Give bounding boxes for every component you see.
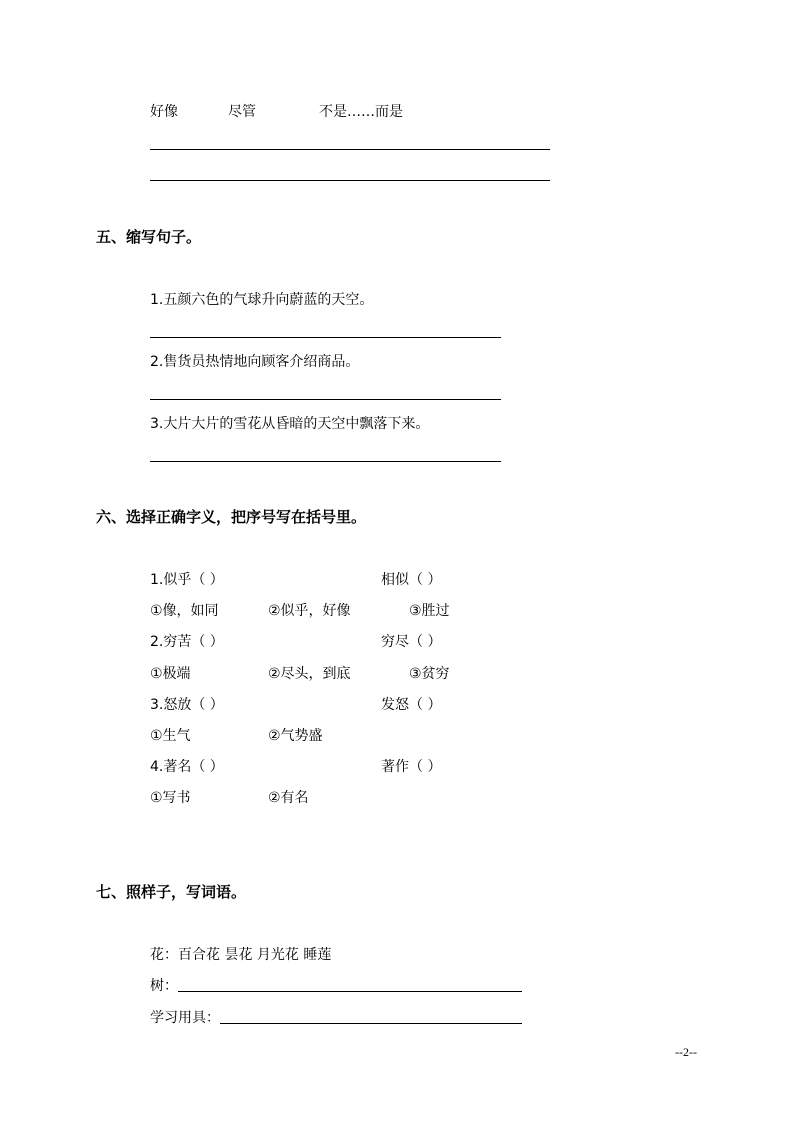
stationery-label: 学习用具：: [150, 1010, 220, 1026]
sentence-item-1: 1.五颜六色的气球升向蔚蓝的天空。: [150, 292, 374, 308]
section-heading-7: 七、照样子，写词语。: [96, 883, 247, 901]
tree-label: 树：: [150, 978, 178, 994]
answer-line[interactable]: [178, 991, 522, 992]
example-line: 花：百合花 昙花 月光花 睡莲: [150, 947, 332, 963]
word-item-right: 发怒（ ）: [381, 697, 442, 713]
section-heading-5: 五、缩写句子。: [96, 228, 202, 246]
meaning-option: ③贫穷: [409, 666, 450, 682]
meaning-option: ②有名: [268, 790, 309, 806]
answer-line[interactable]: [220, 1023, 522, 1024]
word-item-left: 2.穷苦（ ）: [150, 634, 224, 650]
answer-line[interactable]: [150, 180, 550, 181]
answer-line[interactable]: [150, 461, 501, 462]
word-item-left: 3.怒放（ ）: [150, 697, 224, 713]
word-item-left: 1.似乎（ ）: [150, 572, 224, 588]
word-item-left: 4.著名（ ）: [150, 759, 224, 775]
meaning-option: ③胜过: [409, 603, 450, 619]
meaning-option: ②尽头，到底: [268, 666, 351, 682]
sentence-item-3: 3.大片大片的雪花从昏暗的天空中飘落下来。: [150, 416, 430, 432]
word-jinguan: 尽管: [228, 104, 256, 120]
sentence-item-2: 2.售货员热情地向顾客介绍商品。: [150, 354, 360, 370]
meaning-option: ②气势盛: [268, 728, 323, 744]
word-item-right: 穷尽（ ）: [381, 634, 442, 650]
answer-line[interactable]: [150, 149, 550, 150]
answer-line[interactable]: [150, 337, 501, 338]
word-item-right: 著作（ ）: [381, 759, 442, 775]
meaning-option: ①生气: [150, 728, 191, 744]
word-haoxiang: 好像: [150, 104, 178, 120]
meaning-option: ②似乎，好像: [268, 603, 351, 619]
meaning-option: ①写书: [150, 790, 191, 806]
word-bushi-ershi: 不是……而是: [319, 104, 403, 120]
page-number: --2--: [675, 1045, 697, 1059]
meaning-option: ①极端: [150, 666, 191, 682]
word-item-right: 相似（ ）: [381, 572, 442, 588]
section-heading-6: 六、选择正确字义，把序号写在括号里。: [96, 508, 367, 526]
answer-line[interactable]: [150, 399, 501, 400]
meaning-option: ①像，如同: [150, 603, 219, 619]
